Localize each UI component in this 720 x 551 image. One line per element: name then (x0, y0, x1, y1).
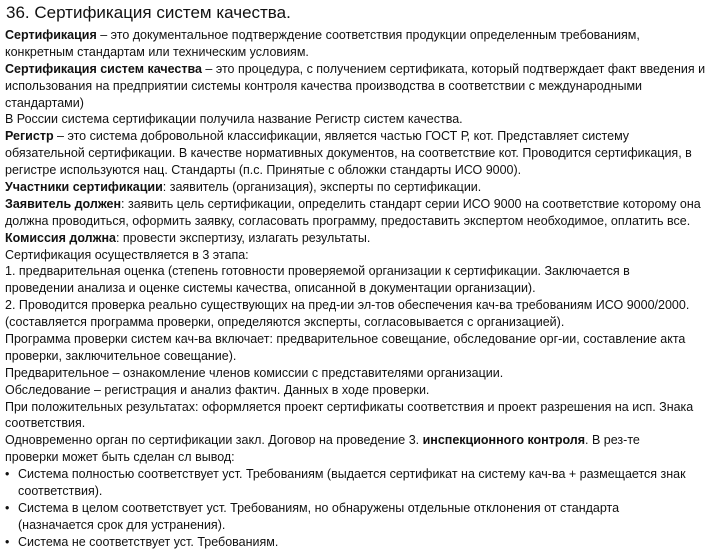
term-participants: Участники сертификации (5, 180, 163, 195)
bullet-icon: • (5, 467, 10, 482)
term-applicant: Заявитель должен (5, 196, 122, 211)
paragraph-certification-line-2: конкретным стандартам или техническим условиям. (5, 44, 309, 59)
bullet-item-2-line-2: (назначается срок для устранения). (18, 517, 226, 532)
bullet-icon: • (5, 500, 10, 515)
text: Одновременно орган по сертификации закл. Договор на проведение 3. (5, 433, 423, 448)
paragraph-stage-1-line-1: 1. предварительная оценка (степень готовности проверяемой организации к сертификации. Заключается в (5, 264, 630, 279)
paragraph-contract-line-1 (5, 432, 713, 449)
bullet-item-1-line-2: соответствия). (18, 484, 103, 499)
paragraph-stage-1-line-2: проведении анализа и оценке системы качества, описанной в документации организации). (5, 281, 536, 296)
paragraph-preliminary: Предварительное – ознакомление членов комиссии с представителями организации. (5, 365, 504, 380)
paragraph-qms-certification-line-1 (5, 61, 713, 78)
paragraph-stage-2-line-2: (составляется программа проверки, определяются эксперты, согласовывается с организацией). (5, 315, 565, 330)
page-title: 36. Сертификация систем качества. (6, 3, 291, 22)
text: – это процедура, с получением сертификата, который подтверждает факт введения и (201, 61, 706, 76)
paragraph-commission (5, 230, 713, 247)
paragraph-positive-results-line-1: При положительных результатах: оформляется проект сертификаты соответствия и проект разрешения на исп. Знака (5, 399, 694, 414)
text: – это документальное подтверждение соответствия продукции определенным требованиям, (96, 28, 640, 42)
text: : заявитель (организация), эксперты по сертификации. (162, 180, 482, 195)
paragraph-program-line-2: проверки, заключительное совещание). (5, 348, 237, 363)
term-commission: Комиссия должна (5, 230, 116, 245)
paragraph-register-line-2: обязательной сертификации. В качестве нормативных документов, на соответствие кот. Проводится сертификация, в (5, 146, 692, 161)
text: : провести экспертизу, излагать результаты. (115, 230, 371, 245)
paragraph-applicant-line-2: должна проводиться, оформить заявку, согласовать программу, предоставить экспертом необходимое, оплатить все. (5, 213, 691, 228)
bullet-item-3-line-1 (5, 534, 713, 551)
term-qms-certification: Сертификация систем качества (5, 61, 202, 76)
paragraph-contract-line-2: проверки может быть сделан сл вывод: (5, 450, 235, 465)
bullet-item-1-line-1 (5, 466, 713, 483)
bullet-icon: • (5, 534, 10, 549)
paragraph-inspection: Обследование – регистрация и анализ фактич. Данных в ходе проверки. (5, 382, 430, 397)
term-certification: Сертификация (5, 28, 97, 42)
text: : заявить цель сертификации, определить стандарт серии ИСО 9000 на соответствие которому она (121, 196, 701, 211)
paragraph-stages: Сертификация осуществляется в 3 этапа: (5, 247, 249, 262)
document-body (5, 27, 713, 551)
paragraph-positive-results-line-2: соответствия. (5, 416, 86, 431)
paragraph-qms-certification-line-3: стандартами) (5, 95, 84, 110)
term-register: Регистр (5, 129, 54, 144)
paragraph-participants (5, 179, 713, 196)
text: – это система добровольной классификации, является частью ГОСТ Р, кот. Представляет систему (53, 129, 630, 144)
paragraph-certification-line-1 (5, 27, 713, 44)
paragraph-russia-register: В России система сертификации получила название Регистр систем качества. (5, 112, 463, 127)
text: Система не соответствует уст. Требованиям. (18, 534, 279, 549)
paragraph-program-line-1: Программа проверки систем кач-ва включает: предварительное совещание, обследование орг-ии, составление акта (5, 332, 686, 347)
bullet-item-2-line-1 (5, 500, 713, 517)
text: . В рез-те (585, 433, 640, 448)
paragraph-register-line-1 (5, 128, 713, 145)
text: Система полностью соответствует уст. Требованиям (выдается сертификат на систему кач-ва + размещается знак (18, 467, 686, 482)
paragraph-register-line-3: регистре используются нац. Стандарты (п.с. Принятые с обложки стандарты ИСО 9000). (5, 163, 522, 178)
paragraph-qms-certification-line-2: использования на предприятии системы контроля качества производства в соответствии с международными (5, 78, 643, 93)
paragraph-stage-2-line-1: 2. Проводится проверка реально существующих на пред-ии эл-тов обеспечения кач-ва требованиям ИСО 9000/2000. (5, 298, 690, 313)
paragraph-applicant-line-1 (5, 196, 713, 213)
text: Система в целом соответствует уст. Требованиям, но обнаружены отдельные отклонения от стандарта (18, 500, 620, 515)
term-inspection-control: инспекционного контроля (422, 433, 586, 448)
